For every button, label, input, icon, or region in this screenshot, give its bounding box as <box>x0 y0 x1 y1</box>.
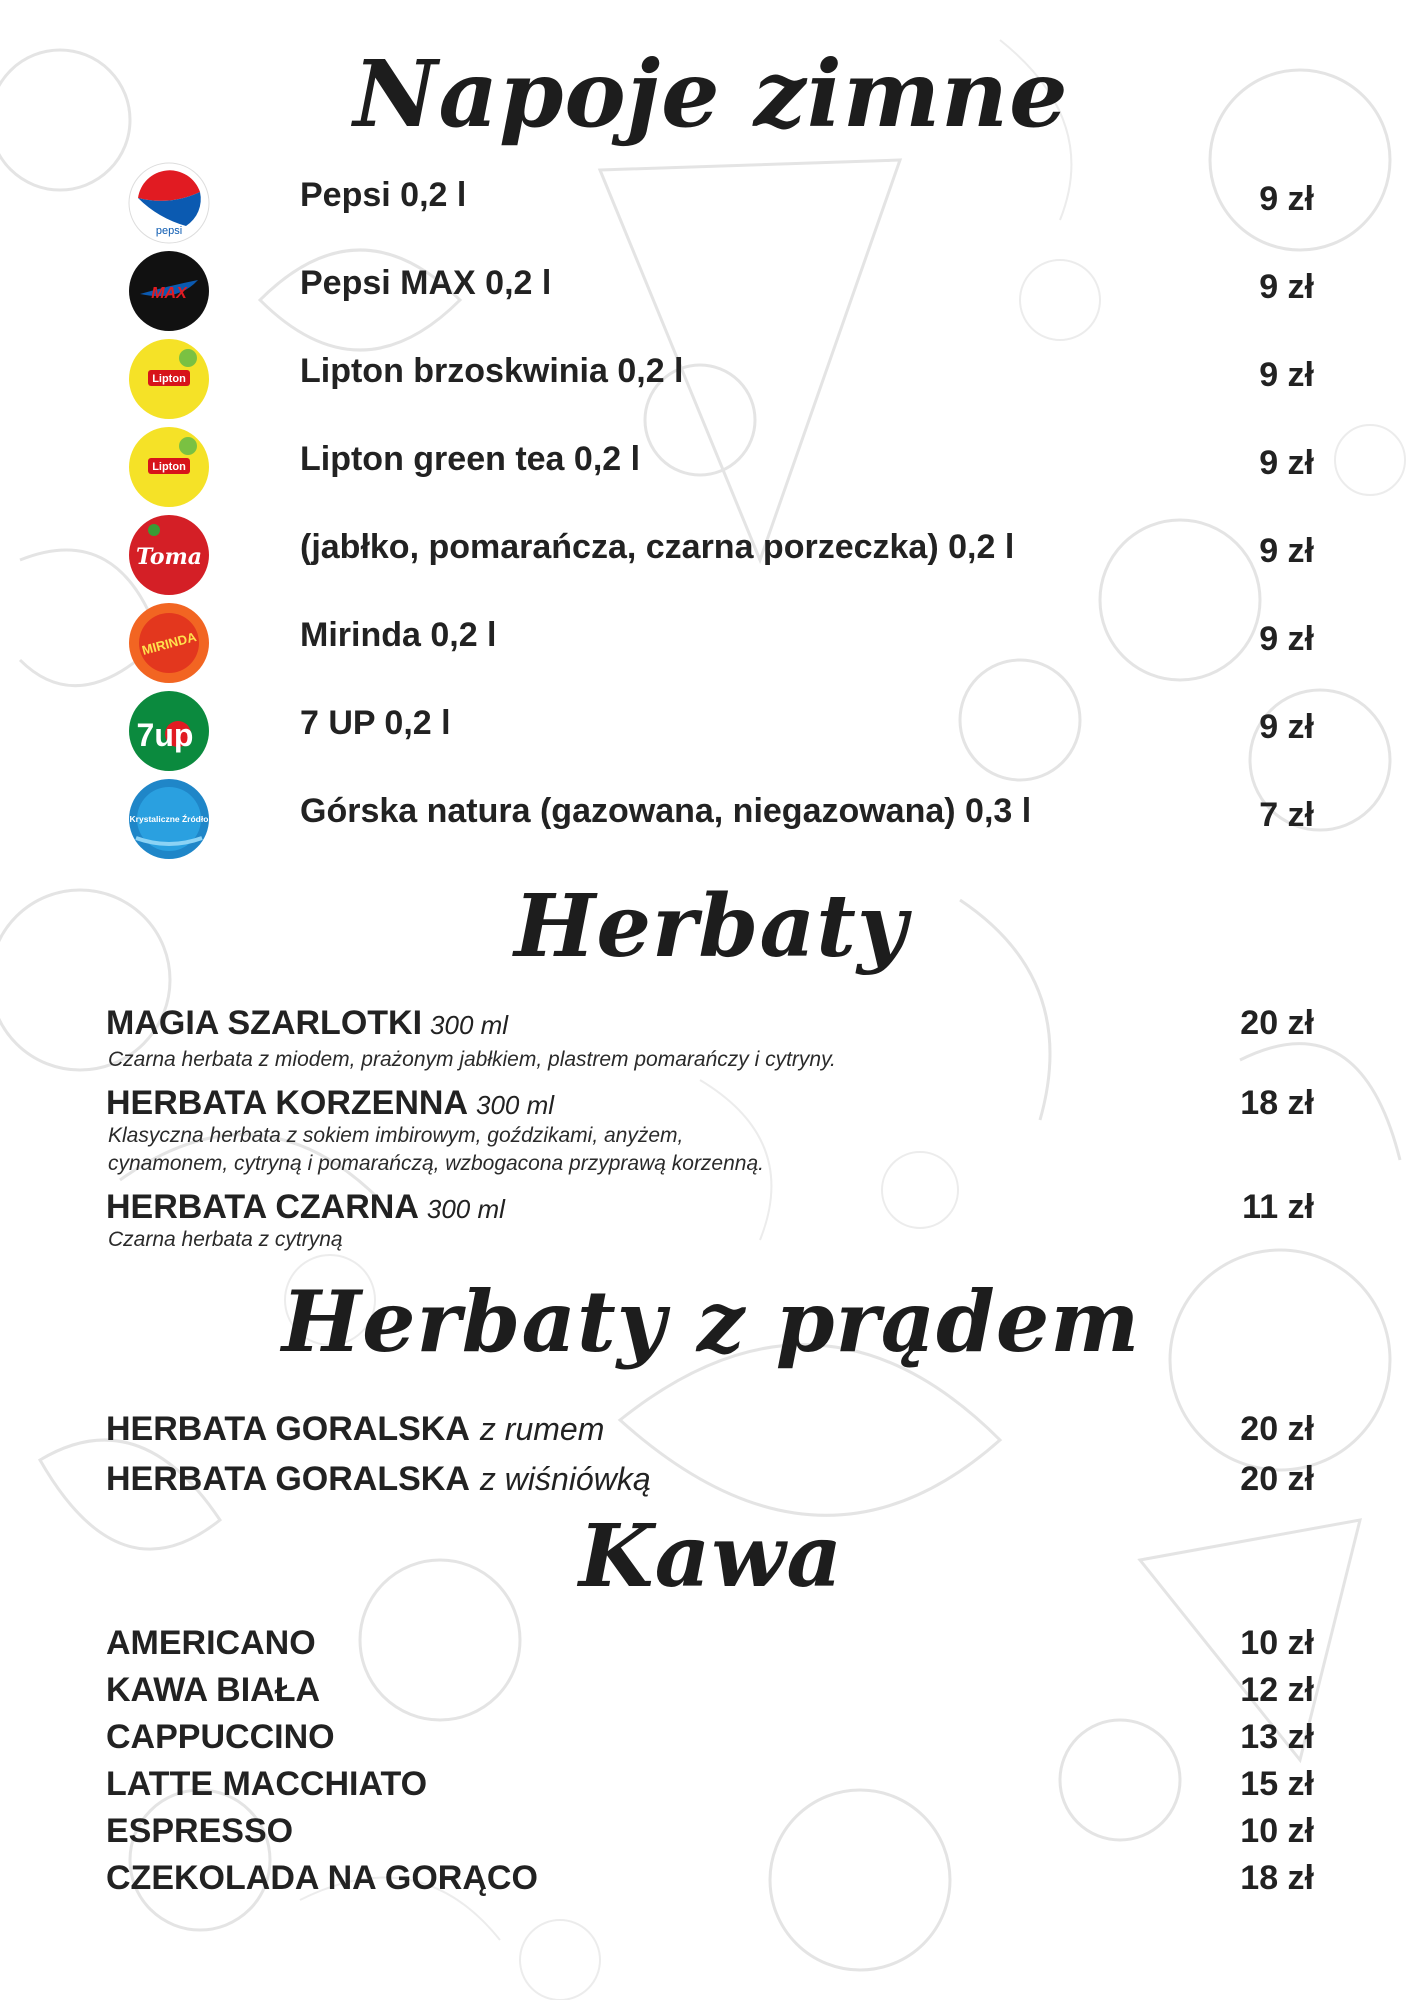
coffee-price: 12 zł <box>1240 1671 1314 1709</box>
section-title-coffee: Kawa <box>578 1506 844 1607</box>
section-title-spiked-teas: Herbaty z prądem <box>281 1272 1141 1371</box>
coffee-price: 18 zł <box>1240 1859 1314 1897</box>
tea-volume: 300 ml <box>476 1090 555 1120</box>
krystaliczne-logo-text: Krystaliczne Źródło <box>129 814 209 824</box>
section-title-teas: Herbaty <box>514 876 908 977</box>
coffee-price: 15 zł <box>1240 1765 1314 1803</box>
pepsi-max-logo-text: MAX <box>151 285 187 302</box>
coffee-name: KAWA BIAŁA <box>106 1671 321 1709</box>
mirinda-logo-text: MIRINDA <box>140 629 198 658</box>
mirinda-logo-icon <box>128 602 210 684</box>
drink-price: 9 zł <box>1259 620 1314 658</box>
spiked-tea-name-line <box>106 1460 651 1499</box>
tea-name: HERBATA KORZENNA <box>106 1084 469 1122</box>
section-title-cold-drinks: Napoje zimne <box>353 40 1069 148</box>
drink-name: Lipton green tea 0,2 l <box>300 440 641 478</box>
drink-name: Górska natura (gazowana, niegazowana) 0,3 l <box>300 792 1032 830</box>
pepsi-logo-text: pepsi <box>155 225 183 237</box>
drink-name: Pepsi 0,2 l <box>300 176 467 214</box>
spiked-tea-item <box>0 1460 1422 1504</box>
coffee-price: 10 zł <box>1240 1624 1314 1662</box>
drink-price: 9 zł <box>1259 268 1314 306</box>
tea-name-line <box>106 1084 554 1123</box>
drink-item <box>0 690 1422 774</box>
drink-item <box>0 426 1422 510</box>
drink-name: Pepsi MAX 0,2 l <box>300 264 552 302</box>
drink-name: (jabłko, pomarańcza, czarna porzeczka) 0,2 l <box>300 528 1015 566</box>
spiked-tea-extra: z wiśniówką <box>479 1461 651 1497</box>
drink-price: 9 zł <box>1259 180 1314 218</box>
coffee-item <box>0 1718 1422 1762</box>
lipton-logo-text: Lipton <box>152 461 186 473</box>
7up-logo-text: 7up <box>136 717 194 753</box>
coffee-price: 13 zł <box>1240 1718 1314 1756</box>
tea-volume: 300 ml <box>430 1010 509 1040</box>
tea-description: Czarna herbata z miodem, prażonym jabłkiem, plastrem pomarańczy i cytryny. <box>108 1048 836 1071</box>
coffee-item <box>0 1812 1422 1856</box>
7up-logo-icon <box>128 690 210 772</box>
tea-price: 18 zł <box>1240 1084 1314 1122</box>
tea-name: HERBATA CZARNA <box>106 1188 419 1226</box>
tea-name: MAGIA SZARLOTKI <box>106 1004 423 1042</box>
drink-name: Lipton brzoskwinia 0,2 l <box>300 352 684 390</box>
drink-item <box>0 338 1422 422</box>
drink-price: 9 zł <box>1259 532 1314 570</box>
tea-volume: 300 ml <box>426 1194 505 1224</box>
spiked-tea-extra: z rumem <box>479 1411 605 1447</box>
coffee-name: LATTE MACCHIATO <box>106 1765 428 1803</box>
drink-name: Mirinda 0,2 l <box>300 616 497 654</box>
pepsi-logo-icon <box>128 162 210 244</box>
krystaliczne-zrodlo-logo-icon <box>128 778 210 860</box>
drink-price: 9 zł <box>1259 356 1314 394</box>
drink-price: 9 zł <box>1259 708 1314 746</box>
tea-price: 11 zł <box>1242 1188 1314 1226</box>
drink-item <box>0 514 1422 598</box>
spiked-tea-price: 20 zł <box>1240 1410 1314 1448</box>
tea-name-line <box>106 1004 508 1043</box>
tea-description: Klasyczna herbata z sokiem imbirowym, goździkami, anyżem, <box>108 1124 684 1147</box>
drink-price: 7 zł <box>1259 796 1314 834</box>
coffee-item <box>0 1765 1422 1809</box>
spiked-tea-name: HERBATA GORALSKA <box>106 1460 470 1498</box>
drink-item <box>0 250 1422 334</box>
coffee-item <box>0 1671 1422 1715</box>
toma-logo-icon <box>128 514 210 596</box>
drink-item <box>0 162 1422 246</box>
tea-description: cynamonem, cytryną i pomarańczą, wzbogacona przyprawą korzenną. <box>108 1152 764 1175</box>
tea-description: Czarna herbata z cytryną <box>108 1228 343 1251</box>
spiked-tea-price: 20 zł <box>1240 1460 1314 1498</box>
coffee-name: CAPPUCCINO <box>106 1718 335 1756</box>
coffee-name: ESPRESSO <box>106 1812 294 1850</box>
pepsi-max-logo-icon <box>128 250 210 332</box>
drink-name: 7 UP 0,2 l <box>300 704 451 742</box>
toma-logo-text: Toma <box>135 544 203 570</box>
drink-price: 9 zł <box>1259 444 1314 482</box>
tea-price: 20 zł <box>1240 1004 1314 1042</box>
coffee-item <box>0 1624 1422 1668</box>
lipton-logo-text: Lipton <box>152 373 186 385</box>
coffee-price: 10 zł <box>1240 1812 1314 1850</box>
coffee-name: AMERICANO <box>106 1624 316 1662</box>
tea-name-line <box>106 1188 505 1227</box>
coffee-name: CZEKOLADA NA GORĄCO <box>106 1859 538 1897</box>
spiked-tea-name: HERBATA GORALSKA <box>106 1410 470 1448</box>
drink-item <box>0 602 1422 686</box>
drink-item <box>0 778 1422 862</box>
coffee-item <box>0 1859 1422 1903</box>
spiked-tea-name-line <box>106 1410 604 1449</box>
lipton-logo-icon <box>128 338 210 420</box>
spiked-tea-item <box>0 1410 1422 1454</box>
lipton-logo-icon <box>128 426 210 508</box>
